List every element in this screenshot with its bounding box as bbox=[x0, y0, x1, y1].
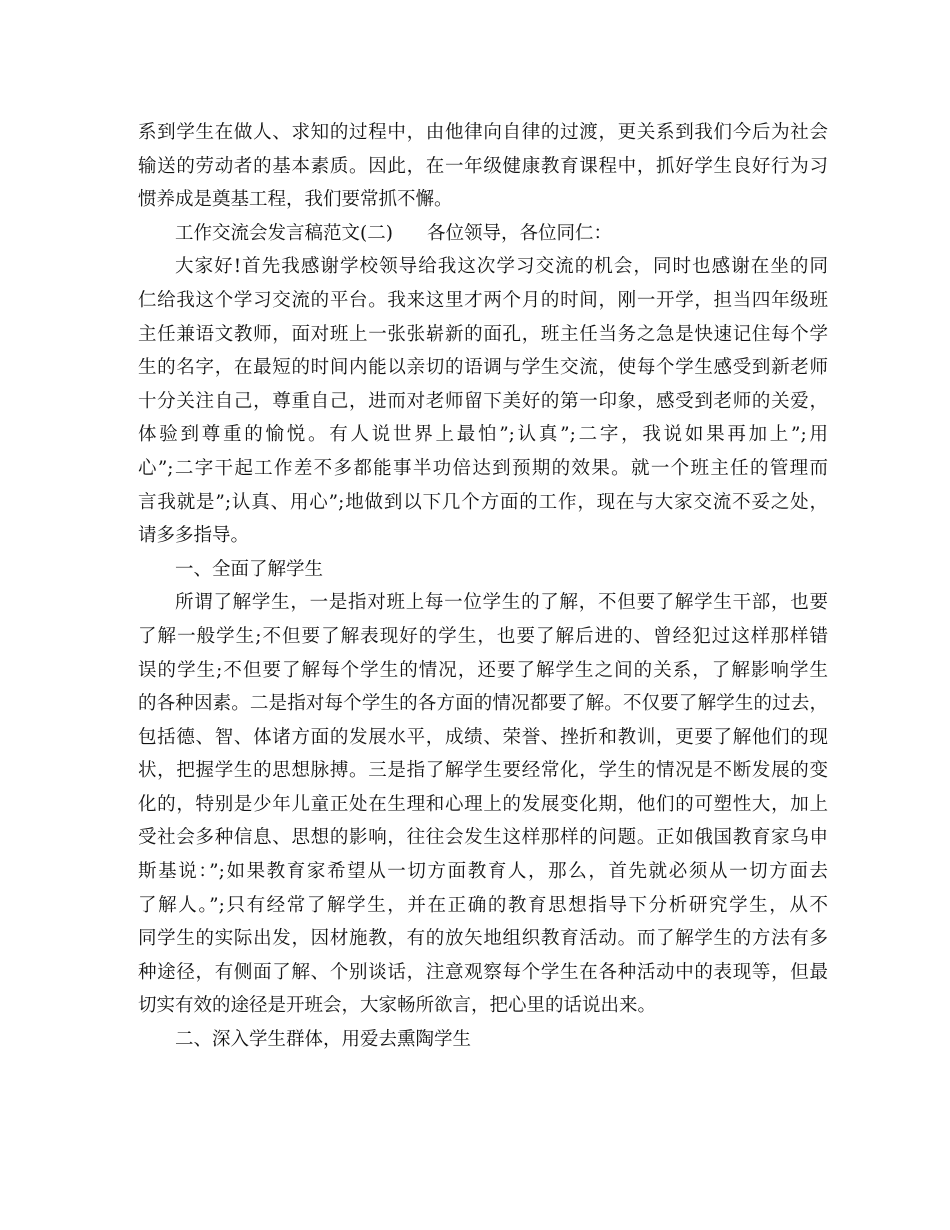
text-line-content: 切实有效的途径是开班会，大家畅所欲言，把心里的话说出来。 bbox=[138, 995, 657, 1017]
text-line bbox=[138, 1023, 828, 1057]
text-line-content: 二、深入学生群体，用爱去熏陶学生 bbox=[175, 1029, 472, 1051]
text-line-content: 大家好!首先我感谢学校领导给我这次学习交流的机会，同时也感谢在坐的同 bbox=[175, 256, 828, 278]
text-line-content-continuation: 各位领导，各位同仁： bbox=[426, 222, 612, 244]
text-line bbox=[138, 284, 828, 318]
text-line-content: 同学生的实际出发，因材施教，有的放矢地组织教育活动。而了解学生的方法有多 bbox=[138, 928, 828, 950]
text-line bbox=[138, 385, 828, 419]
text-line-content: 主任兼语文教师，面对班上一张张崭新的面孔，班主任当务之急是快速记住每个学 bbox=[138, 323, 828, 345]
text-line bbox=[138, 351, 828, 385]
text-line-content: 工作交流会发言稿范文(二) bbox=[175, 222, 393, 244]
text-line bbox=[138, 754, 828, 788]
text-line-content: 斯基说：”;如果教育家希望从一切方面教育人，那么，首先就必须从一切方面去 bbox=[138, 861, 828, 883]
text-line bbox=[138, 150, 828, 184]
text-line bbox=[138, 989, 828, 1023]
text-line bbox=[138, 183, 828, 217]
text-line-content: 了解人。”;只有经常了解学生，并在正确的教育思想指导下分析研究学生，从不 bbox=[138, 894, 828, 916]
text-line bbox=[138, 889, 828, 923]
text-line-content: 一、全面了解学生 bbox=[175, 558, 324, 580]
text-line-content: 系到学生在做人、求知的过程中，由他律向自律的过渡，更关系到我们今后为社会 bbox=[138, 122, 828, 143]
document-body bbox=[138, 116, 828, 1057]
text-line-content: 心”;二字干起工作差不多都能事半功倍达到预期的效果。就一个班主任的管理而 bbox=[138, 457, 828, 479]
text-line-content: 言我就是”;认真、用心”;地做到以下几个方面的工作，现在与大家交流不妥之处， bbox=[138, 491, 828, 513]
text-line bbox=[138, 553, 828, 587]
text-line bbox=[138, 116, 828, 150]
text-line-content: 仁给我这个学习交流的平台。我来这里才两个月的时间，刚一开学，担当四年级班 bbox=[138, 289, 828, 311]
text-line bbox=[138, 687, 828, 721]
text-line-content: 输送的劳动者的基本素质。因此，在一年级健康教育课程中，抓好学生良好行为习 bbox=[138, 155, 828, 177]
text-line bbox=[138, 217, 828, 251]
text-line-content: 种途径，有侧面了解、个别谈话，注意观察每个学生在各种活动中的表现等，但最 bbox=[138, 961, 828, 983]
text-line-content: 受社会多种信息、思想的影响，往往会发生这样那样的问题。正如俄国教育家乌申 bbox=[138, 827, 828, 849]
text-line bbox=[138, 620, 828, 654]
text-line-content: 十分关注自己，尊重自己，进而对老师留下美好的第一印象，感受到老师的关爱， bbox=[138, 390, 828, 412]
text-line-content: 状，把握学生的思想脉搏。三是指了解学生要经常化，学生的情况是不断发展的变 bbox=[138, 760, 828, 782]
text-line bbox=[138, 586, 828, 620]
text-line bbox=[138, 788, 828, 822]
text-line-content: 化的，特别是少年儿童正处在生理和心理上的发展变化期，他们的可塑性大，加上 bbox=[138, 793, 828, 815]
text-line bbox=[138, 654, 828, 688]
text-line-content: 了解一般学生;不但要了解表现好的学生，也要了解后进的、曾经犯过这样那样错 bbox=[138, 625, 828, 647]
text-line bbox=[138, 452, 828, 486]
text-line-content: 体验到尊重的愉悦。有人说世界上最怕”;认真”;二字，我说如果再加上”;用 bbox=[138, 424, 828, 446]
text-line-content: 生的名字，在最短的时间内能以亲切的语调与学生交流，使每个学生感受到新老师 bbox=[138, 357, 828, 379]
text-line bbox=[138, 519, 828, 553]
text-line bbox=[138, 956, 828, 990]
text-line-content: 包括德、智、体诸方面的发展水平，成绩、荣誉、挫折和教训，更要了解他们的现 bbox=[138, 726, 828, 748]
text-line bbox=[138, 721, 828, 755]
text-line bbox=[138, 486, 828, 520]
text-line-content: 所谓了解学生，一是指对班上每一位学生的了解，不但要了解学生干部，也要 bbox=[175, 592, 828, 614]
text-line bbox=[138, 922, 828, 956]
text-line bbox=[138, 855, 828, 889]
text-line bbox=[138, 250, 828, 284]
text-line bbox=[138, 821, 828, 855]
text-line bbox=[138, 318, 828, 352]
text-line bbox=[138, 418, 828, 452]
text-line-content: 惯养成是奠基工程，我们要常抓不懈。 bbox=[138, 189, 453, 211]
text-line-content: 的各种因素。二是指对每个学生的各方面的情况都要了解。不仅要了解学生的过去， bbox=[138, 693, 828, 715]
text-line-content: 误的学生;不但要了解每个学生的情况，还要了解学生之间的关系，了解影响学生 bbox=[138, 659, 828, 681]
text-line-content: 请多多指导。 bbox=[138, 525, 250, 547]
